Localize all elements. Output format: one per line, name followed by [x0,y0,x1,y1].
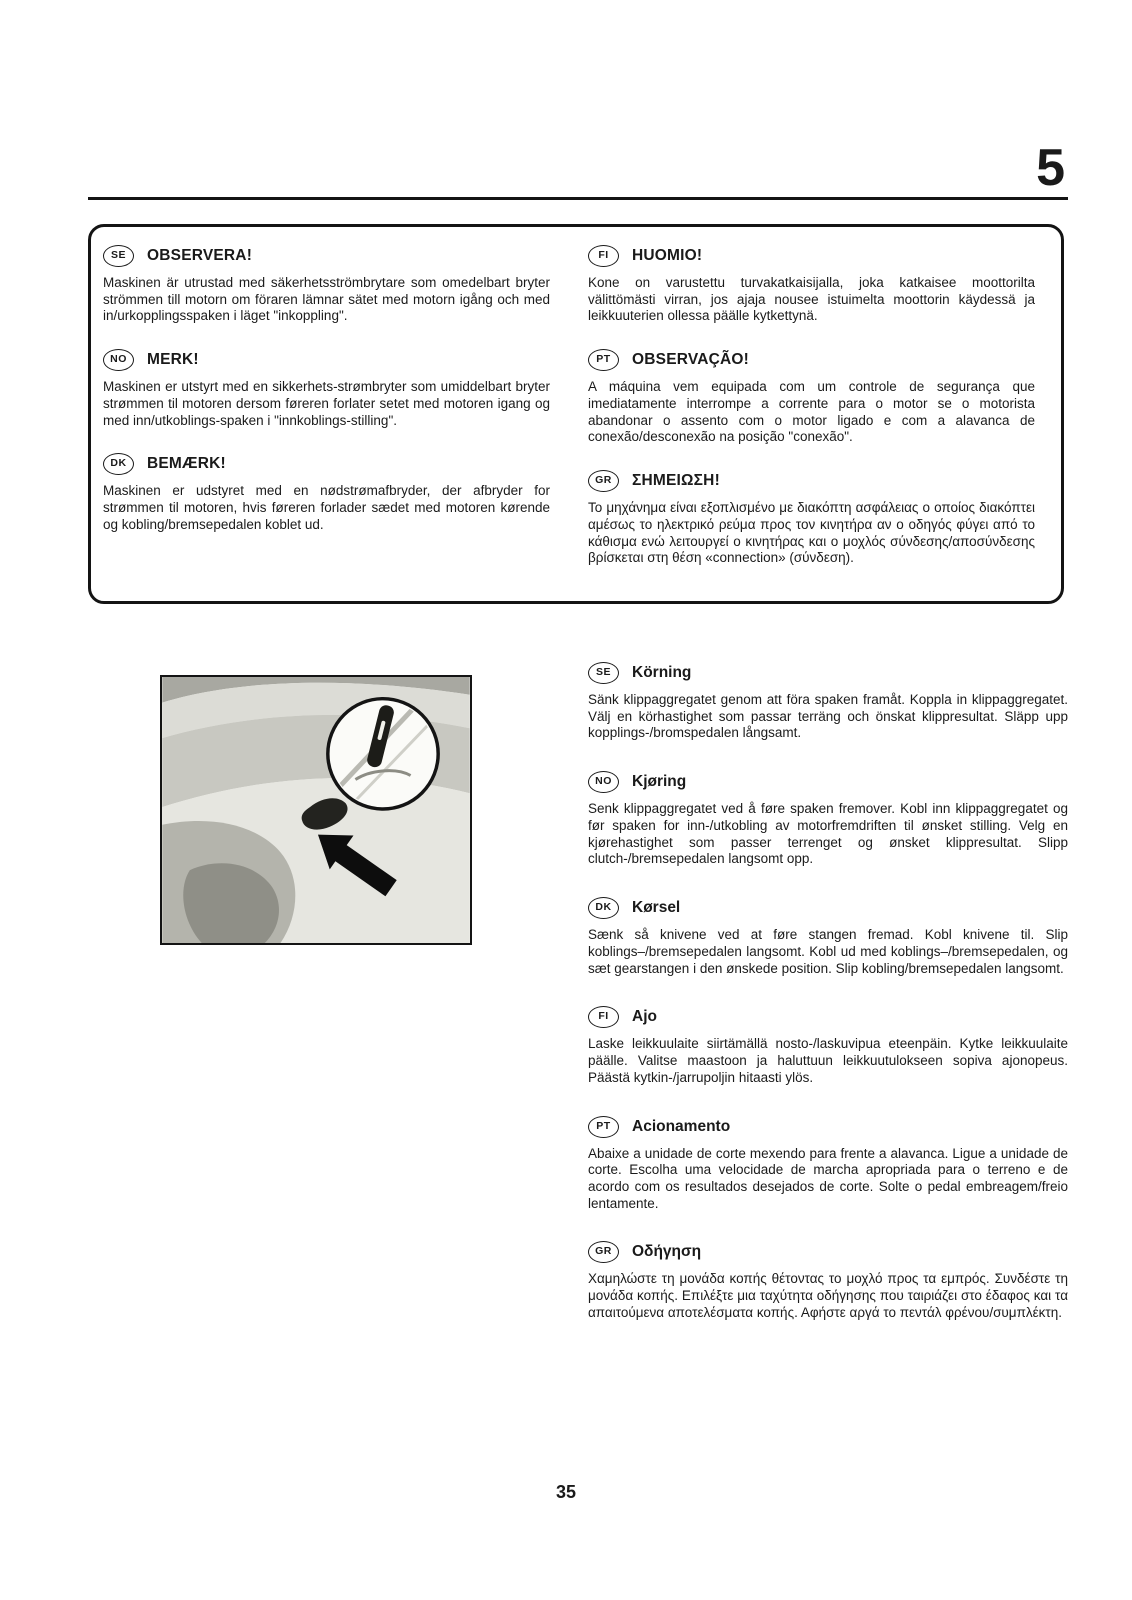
section-body: Sænk så knivene ved at føre stangen fremad. Kobl knivene til. Slip koblings–/bremsepedalen langsomt. Kobl ud med koblings–/bremsepedalen, og sæt gearstangen i den ønskede position. Slip kobling/bremsepedalen langsomt. [588,927,1068,976]
language-badge-gr-icon: GR [588,470,619,492]
notice-title: MERK! [147,351,199,369]
notice-title: ΣΗΜΕΙΩΣΗ! [632,472,720,490]
notice-column-right [588,245,1035,591]
page-number: 35 [555,1482,577,1502]
section-title: Acionamento [632,1117,731,1135]
notice-body: Το μηχάνημα είναι εξοπλισμένο με διακόπτη ασφάλειας ο οποίος διακόπτει αμέσως το ηλεκτρικό ρεύμα προς τον κινητήρα αν ο οδηγός φύγει από το κάθισμα ενώ λειτουργεί ο κινητήρας και ο μοχλός σύνδεσης/αποσύνδεσης βρίσκεται στη θέση «connection» (σύνδεση). [588,500,1035,566]
notice-body: Kone on varustettu turvakatkaisijalla, joka katkaisee moottorilta välittömästi virran, jos ajaja nousee istuimelta moottorin käydessä ja leikkuuterien ollessa päälle kytkettynä. [588,275,1035,324]
section-title: Οδήγηση [632,1243,702,1261]
notice-se [103,245,550,325]
notice-fi [588,245,1035,325]
section-body: Laske leikkuulaite siirtämällä nosto-/laskuvipua eteenpäin. Kytke leikkuulaite päälle. Valitse maastoon ja haluttuun leikkuutulokseen sopiva ajonopeus. Päästä kytkin-/jarrupoljin hitaasti ylös. [588,1036,1068,1085]
notice-pt [588,349,1035,446]
section-gr-odigisi [588,1241,1068,1321]
safety-notice-box [88,224,1064,604]
notice-title: OBSERVAÇÃO! [632,351,750,369]
language-badge-fi-icon: FI [588,245,619,267]
chapter-number: 5 [1036,139,1066,197]
section-pt-acionamento [588,1116,1068,1213]
notice-gr [588,470,1035,567]
driving-instructions-column [588,662,1068,1351]
notice-body: Maskinen er udstyret med en nødstrømafbryder, der afbryder for strømmen til motoren, hvis føreren forlader sædet med motoren kørende og kobling/bremsepedalen koblet ud. [103,483,550,532]
seat-lever-illustration [162,677,470,943]
language-badge-se-icon: SE [103,245,134,267]
section-title: Kørsel [632,899,681,917]
notice-no [103,349,550,429]
section-body: Χαμηλώστε τη μονάδα κοπής θέτοντας το μοχλό προς τα εμπρός. Συνδέστε τη μονάδα κοπής. Επιλέξτε μια ταχύτητα οδήγησης που ταιριάζει στο έδαφος και τα απαιτούμενα αποτελέσματα κοπής. Αφήστε αργά το πεντάλ φρένου/συμπλέκτη. [588,1271,1068,1320]
section-se-korning [588,662,1068,742]
language-badge-dk-icon: DK [103,453,134,475]
language-badge-gr-icon: GR [588,1241,619,1263]
lever-position-figure [160,675,472,945]
notice-body: Maskinen är utrustad med säkerhetsströmbrytare som omedelbart bryter strömmen till motorn om föraren lämnar sätet med motorn igång och med in/urkopplingsspaken i läget "inkoppling". [103,275,550,324]
language-badge-dk-icon: DK [588,897,619,919]
language-badge-no-icon: NO [588,771,619,793]
section-title: Ajo [632,1008,657,1026]
notice-body: A máquina vem equipada com um controle de segurança que imediatamente interrompe a corrente para o motor se o motorista abandonar o assento com o motor ligado e com a alavanca de conexão/desconexão na posição "conexão". [588,379,1035,445]
language-badge-se-icon: SE [588,662,619,684]
notice-column-left [103,245,550,591]
section-dk-korsel [588,897,1068,977]
section-body: Abaixe a unidade de corte mexendo para frente a alavanca. Ligue a unidade de corte. Escolha uma velocidade de marcha apropriada para o terreno e de acordo com os resultados desejados de corte. Solte o pedal embreagem/freio lentamente. [588,1145,1068,1211]
section-body: Sänk klippaggregatet genom att föra spaken framåt. Koppla in klippaggregatet. Välj en körhastighet som passar terräng och önskat klippresultat. Släpp upp kopplings-/bromspedalen långsamt. [588,692,1068,741]
header-rule [88,197,1068,200]
language-badge-no-icon: NO [103,349,134,371]
section-title: Kjøring [632,773,687,791]
notice-dk [103,453,550,533]
notice-title: BEMÆRK! [147,455,226,473]
language-badge-pt-icon: PT [588,349,619,371]
section-body: Senk klippaggregatet ved å føre spaken fremover. Kobl inn klippaggregatet og før spaken for inn-/utkobling av motorfremdriften til ønsket stilling. Velg en kjørehastighet som passer terrenget og ønsket klippresultat. Slipp clutch-/bremsepedalen langsomt opp. [588,801,1068,867]
section-no-kjoring [588,771,1068,868]
notice-body: Maskinen er utstyrt med en sikkerhets-strømbryter som umiddelbart bryter strømmen til motoren dersom føreren forlater setet med motoren igang og med inn/utkoblings-spaken i "innkoblings-stilling". [103,379,550,428]
language-badge-pt-icon: PT [588,1116,619,1138]
section-fi-ajo [588,1006,1068,1086]
notice-title: HUOMIO! [632,247,703,264]
section-title: Körning [632,664,692,681]
notice-title: OBSERVERA! [147,247,253,264]
language-badge-fi-icon: FI [588,1006,619,1028]
